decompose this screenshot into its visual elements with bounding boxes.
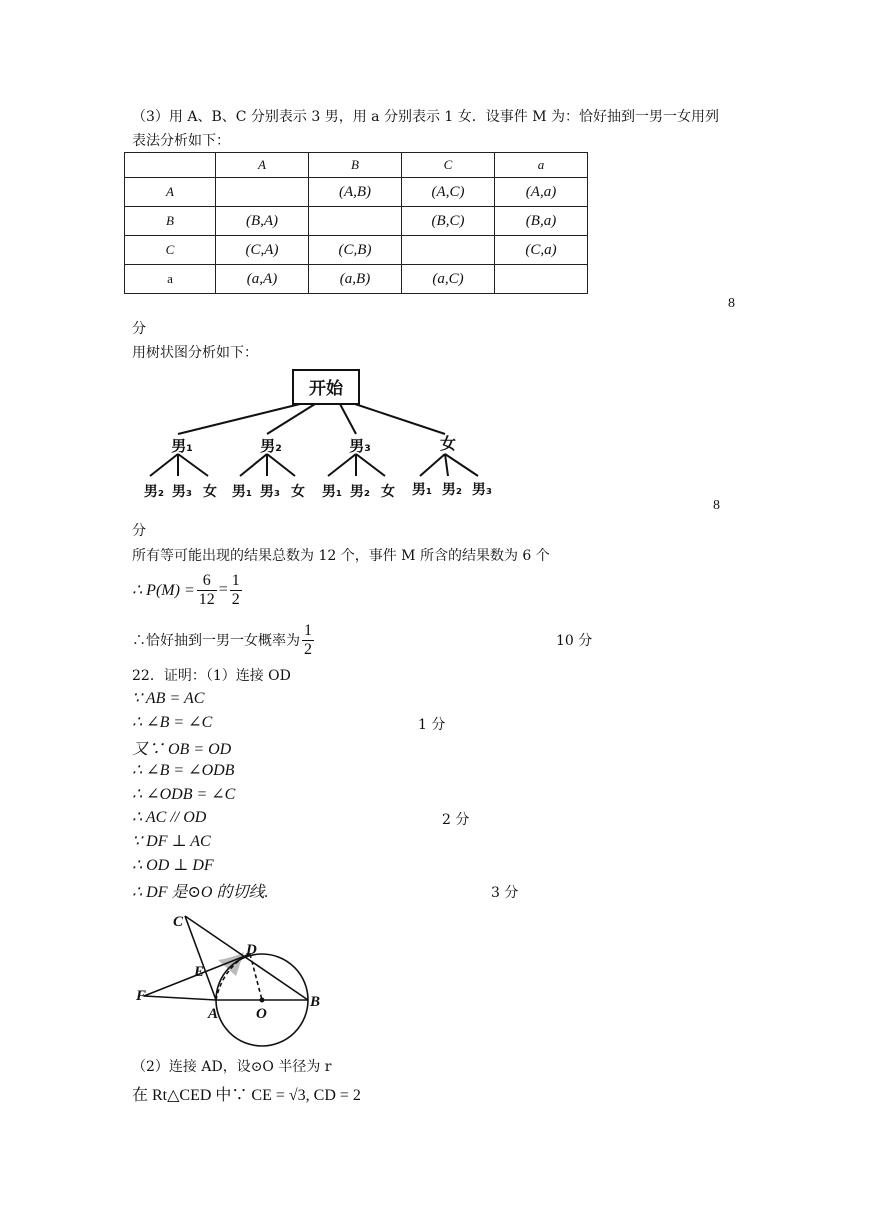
proof-line: ∴ ∠ODB = ∠C — [132, 786, 236, 803]
tree-leaf: 男₃ — [259, 484, 281, 500]
point-label: C — [173, 914, 184, 930]
tree-edge — [445, 454, 478, 476]
shaded-region — [218, 952, 244, 976]
tree-root-label: 开始 — [309, 379, 343, 399]
table-cell: (C,B) — [309, 236, 402, 265]
table-cell — [402, 236, 495, 265]
tree-leaf: 男₃ — [471, 482, 493, 498]
tree-edge — [328, 454, 356, 476]
fraction-denominator: 2 — [304, 640, 312, 658]
table-cell — [309, 207, 402, 236]
tree-edge — [445, 454, 448, 476]
table-cell — [216, 178, 309, 207]
probability-formula — [132, 568, 244, 612]
proof-line: ∴ ∠B = ∠C — [132, 714, 213, 731]
table-cell: (C,A) — [216, 236, 309, 265]
table-cell — [495, 265, 588, 294]
tree-leaf: 男₂ — [349, 484, 371, 500]
fraction-numerator: 6 — [197, 572, 217, 591]
tree-leaf: 女 — [291, 484, 305, 500]
intro-line-1: （3）用 A、B、C 分别表示 3 男，用 a 分别表示 1 女．设事件 M 为：恰好抽到一男一女用列 — [132, 109, 720, 125]
proof-score: 1 分 — [418, 717, 446, 733]
part2-line-2: 在 Rt△CED 中∵ CE = √3, CD = 2 — [132, 1087, 361, 1104]
formula-lhs: ∴ P(M) = — [132, 582, 195, 599]
table-cell: (B,a) — [495, 207, 588, 236]
score-unit: 分 — [132, 321, 146, 337]
proof-line: ∴ AC // OD — [132, 809, 207, 826]
score-number: 8 — [728, 296, 735, 311]
table-cell: (A,C) — [402, 178, 495, 207]
fraction — [230, 572, 242, 609]
table-row — [125, 178, 588, 207]
tree-edge — [178, 404, 300, 434]
table-cell: (A,B) — [309, 178, 402, 207]
table-row — [125, 265, 588, 294]
tree-edge — [355, 404, 445, 434]
table-cell: (B,C) — [402, 207, 495, 236]
table-row — [125, 236, 588, 265]
fraction — [302, 622, 314, 659]
table-cell: A — [125, 178, 216, 207]
tree-edge — [178, 454, 208, 476]
table-row — [125, 207, 588, 236]
table-header-row — [125, 153, 588, 178]
tree-edge — [267, 454, 295, 476]
tree-node: 男₁ — [171, 437, 193, 455]
point-label: F — [136, 988, 147, 1004]
point-label: B — [310, 994, 321, 1010]
conclusion-text: ∴恰好抽到一男一女概率为 — [132, 633, 300, 649]
fraction-denominator: 2 — [231, 590, 240, 608]
tree-leaf: 男₁ — [321, 484, 343, 500]
tree-edge — [150, 454, 178, 476]
tree-leaf: 男₁ — [231, 484, 253, 500]
tree-diagram — [130, 366, 510, 506]
center-point-o — [260, 998, 265, 1003]
tree-leaf: 女 — [381, 484, 395, 500]
table-cell: (a,B) — [309, 265, 402, 294]
tree-leaf: 男₁ — [411, 482, 433, 498]
proof-score: 2 分 — [442, 812, 470, 828]
table-cell: C — [125, 236, 216, 265]
table-cell: a — [125, 265, 216, 294]
segment-ca — [185, 916, 216, 1000]
fraction-numerator: 1 — [304, 621, 312, 639]
proof-title: 22．证明：（1）连接 OD — [132, 668, 291, 684]
table-cell: (a,C) — [402, 265, 495, 294]
fraction — [197, 572, 217, 609]
tree-leaf: 男₂ — [143, 484, 165, 500]
table-cell: C — [402, 153, 495, 178]
segment-fa — [144, 996, 216, 1000]
fraction-numerator: 1 — [231, 571, 240, 589]
table-cell: a — [495, 153, 588, 178]
proof-score: 3 分 — [491, 885, 519, 901]
conclusion-line — [132, 618, 316, 662]
tree-node: 男₃ — [349, 437, 371, 455]
proof-line: ∴ ∠B = ∠ODB — [132, 762, 235, 779]
point-label: A — [208, 1006, 219, 1022]
proof-line: ∴ DF 是⊙O 的切线. — [132, 884, 269, 901]
table-cell: A — [216, 153, 309, 178]
proof-line: 又∵ OB = OD — [132, 741, 232, 758]
equals-sign: = — [218, 581, 228, 598]
part2-line-1: （2）连接 AD，设⊙O 半径为 r — [132, 1059, 332, 1075]
tree-edge — [240, 454, 267, 476]
table-cell: B — [125, 207, 216, 236]
table-cell: (C,a) — [495, 236, 588, 265]
tree-leaf: 男₃ — [171, 484, 193, 500]
proof-line: ∵ DF ⊥ AC — [132, 833, 211, 850]
list-table — [124, 152, 588, 294]
total-line: 所有等可能出现的结果总数为 12 个，事件 M 所含的结果数为 6 个 — [132, 548, 550, 564]
intro-line-2: 表法分析如下： — [132, 133, 230, 149]
table-cell: (a,A) — [216, 265, 309, 294]
point-label: D — [246, 942, 257, 958]
tree-leaf: 男₂ — [441, 482, 463, 498]
table-cell: (B,A) — [216, 207, 309, 236]
tree-edge — [340, 404, 356, 434]
table-cell — [125, 153, 216, 178]
score-number: 8 — [713, 498, 720, 513]
tree-intro: 用树状图分析如下： — [132, 345, 258, 361]
tree-edge — [356, 454, 385, 476]
conclusion-score: 10 分 — [556, 633, 593, 649]
proof-line: ∵ AB = AC — [132, 690, 205, 707]
tree-edge — [267, 404, 315, 434]
tree-edge — [420, 454, 445, 476]
segment-cb — [185, 916, 308, 1000]
table-cell: (A,a) — [495, 178, 588, 207]
score-unit: 分 — [132, 523, 146, 539]
table-cell: B — [309, 153, 402, 178]
tree-node: 女 — [439, 434, 457, 453]
point-label: O — [256, 1006, 267, 1022]
fraction-denominator: 12 — [198, 590, 215, 608]
tree-leaf: 女 — [203, 484, 217, 500]
segment-od-dashed — [250, 954, 262, 1000]
point-label: E — [194, 964, 205, 980]
geometry-figure — [130, 908, 330, 1048]
proof-line: ∴ OD ⊥ DF — [132, 857, 214, 874]
tree-node: 男₂ — [260, 437, 282, 455]
